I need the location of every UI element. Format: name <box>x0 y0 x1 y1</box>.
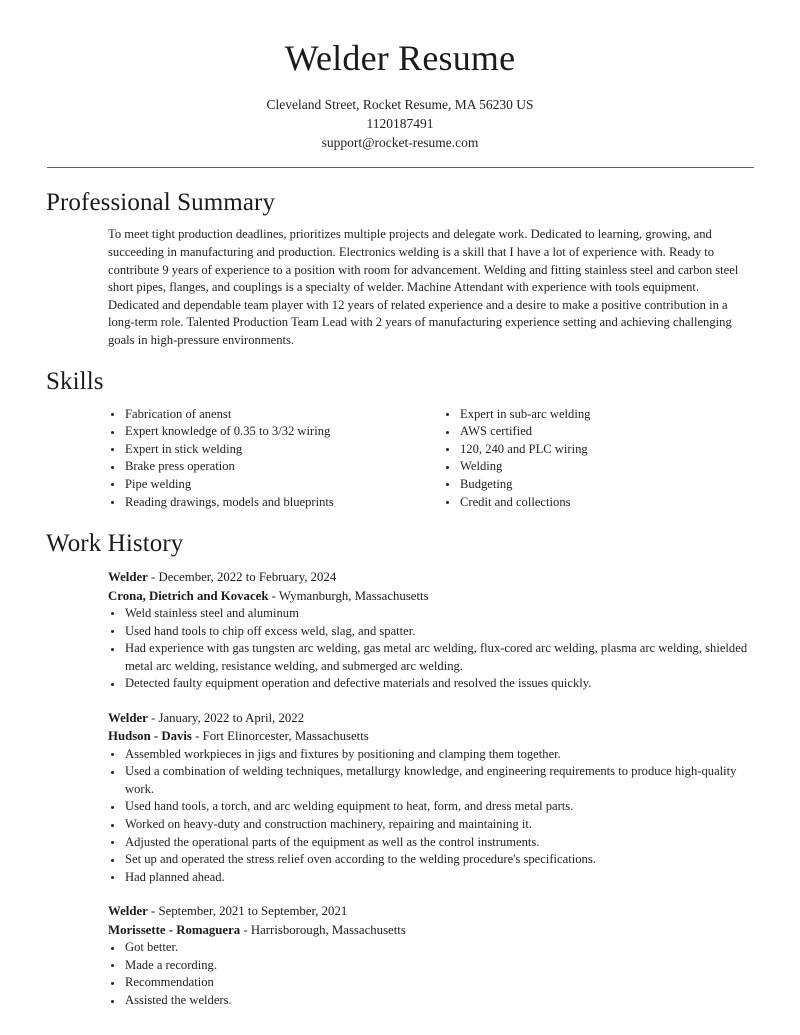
list-item: AWS certified <box>443 423 754 441</box>
work-history-body <box>46 568 754 1010</box>
list-item: Had planned ahead. <box>108 869 754 887</box>
skills-list-left <box>108 406 431 512</box>
job-company-line <box>108 727 754 745</box>
work-history-entry <box>108 709 754 887</box>
job-title-line <box>108 902 754 920</box>
job-company-separator: - <box>268 588 279 603</box>
list-item: Detected faulty equipment operation and defective materials and resolved the issues quickly. <box>108 675 754 693</box>
work-history-entries <box>108 568 754 1010</box>
list-item: Made a recording. <box>108 957 754 975</box>
job-company-separator: - <box>191 729 203 744</box>
list-item: Expert knowledge of 0.35 to 3/32 wiring <box>108 423 431 441</box>
job-company: Hudson - Davis <box>108 729 192 744</box>
list-item: Recommendation <box>108 974 754 992</box>
job-title-line <box>108 709 754 727</box>
section-heading-work-history: Work History <box>46 530 184 558</box>
page-title: Welder Resume <box>284 38 516 78</box>
list-item: Set up and operated the stress relief oven according to the welding procedure's specifications. <box>108 851 754 869</box>
job-title-separator: - <box>147 710 159 725</box>
professional-summary-body <box>46 226 754 349</box>
job-location: Harrisborough, Massachusetts <box>250 922 406 937</box>
work-history-entry <box>108 902 754 1009</box>
job-dates: September, 2021 to September, 2021 <box>158 904 348 919</box>
contact-address: Cleveland Street, Rocket Resume, MA 56230 US <box>266 97 534 113</box>
job-bullet-list <box>108 746 754 887</box>
list-item: Assembled workpieces in jigs and fixtures by positioning and clamping them together. <box>108 746 754 764</box>
list-item: Budgeting <box>443 476 754 494</box>
resume-header <box>0 0 800 152</box>
list-item: Expert in sub-arc welding <box>443 406 754 424</box>
job-title-separator: - <box>147 570 159 585</box>
job-role: Welder <box>108 570 148 585</box>
section-heading-professional-summary: Professional Summary <box>46 189 276 217</box>
list-item: Assisted the welders. <box>108 992 754 1010</box>
job-company-line <box>108 587 754 605</box>
skills-body <box>46 406 754 512</box>
job-company: Morissette - Romaguera <box>108 922 241 937</box>
list-item: Reading drawings, models and blueprints <box>108 494 431 512</box>
job-company-separator: - <box>240 922 251 937</box>
list-item: Pipe welding <box>108 476 431 494</box>
job-title-separator: - <box>147 904 159 919</box>
job-company-line <box>108 921 754 939</box>
job-bullet-list <box>108 605 754 693</box>
header-divider <box>47 167 754 168</box>
list-item: Brake press operation <box>108 458 431 476</box>
list-item: Adjusted the operational parts of the equipment as well as the control instruments. <box>108 834 754 852</box>
job-title-line <box>108 568 754 586</box>
contact-email: support@rocket-resume.com <box>321 135 479 151</box>
section-skills <box>0 367 800 512</box>
contact-phone: 1120187491 <box>366 116 434 132</box>
job-dates: December, 2022 to February, 2024 <box>158 570 337 585</box>
job-role: Welder <box>108 710 148 725</box>
section-work-history <box>0 529 800 1010</box>
list-item: Credit and collections <box>443 494 754 512</box>
list-item: Used a combination of welding techniques, metallurgy knowledge, and engineering requirements to produce high-quality work. <box>108 763 754 798</box>
list-item: 120, 240 and PLC wiring <box>443 441 754 459</box>
list-item: Got better. <box>108 939 754 957</box>
section-heading-skills: Skills <box>46 367 104 395</box>
skills-list-right <box>443 406 754 512</box>
list-item: Weld stainless steel and aluminum <box>108 605 754 623</box>
job-location: Wymanburgh, Massachusetts <box>278 588 429 603</box>
list-item: Expert in stick welding <box>108 441 431 459</box>
list-item: Had experience with gas tungsten arc welding, gas metal arc welding, flux-cored arc welding, plasma arc welding, shielded metal arc welding, resistance welding, and submerged arc welding. <box>108 640 754 675</box>
skills-column-right <box>431 406 754 512</box>
list-item: Welding <box>443 458 754 476</box>
professional-summary-text: To meet tight production deadlines, prioritizes multiple projects and delegate work. Dedicated to learning, growing, and succeeding in manufacturing and production. Electronics welding is a skill that I have a lot of experience with. Ready to contribute 9 years of experience to a position with room for advancement. Welding and fitting stainless steel and carbon steel short pipes, flanges, and couplings is a specialty of welder. Machine Attendant with experience with tools equipment. Dedicated and dependable team player with 12 years of related experience and a desire to make a positive contribution in a long-term role. Talented Production Team Lead with 2 years of manufacturing experience setting and achieving challenging goals in high-pressure environments. <box>108 227 739 347</box>
skills-column-left <box>108 406 431 512</box>
list-item: Used hand tools to chip off excess weld, slag, and spatter. <box>108 623 754 641</box>
job-bullet-list <box>108 939 754 1009</box>
job-location: Fort Elinorcester, Massachusetts <box>202 729 369 744</box>
section-professional-summary <box>0 188 800 349</box>
job-dates: January, 2022 to April, 2022 <box>158 710 305 725</box>
work-history-entry <box>108 568 754 693</box>
job-company: Crona, Dietrich and Kovacek <box>108 588 269 603</box>
list-item: Used hand tools, a torch, and arc welding equipment to heat, form, and dress metal parts. <box>108 798 754 816</box>
job-role: Welder <box>108 904 148 919</box>
list-item: Fabrication of anenst <box>108 406 431 424</box>
list-item: Worked on heavy-duty and construction machinery, repairing and maintaining it. <box>108 816 754 834</box>
skills-columns <box>108 406 754 512</box>
